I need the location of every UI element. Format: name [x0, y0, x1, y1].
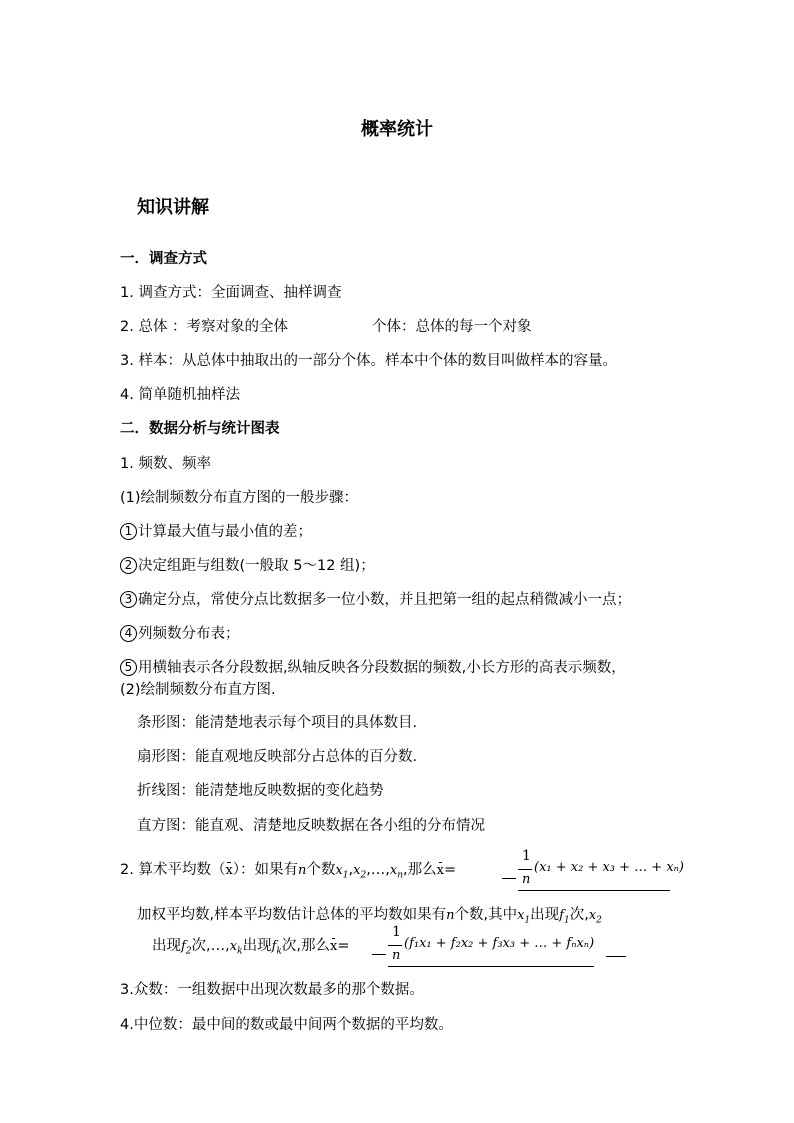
median-item: 4.中位数：最中间的数或最中间两个数据的平均数。 [120, 1017, 453, 1033]
step-text: 计算最大值与最小值的差； [138, 524, 312, 540]
step-text: 确定分点，常使分点比数据多一位小数，并且把第一组的起点稍微减小一点； [138, 592, 631, 608]
count-text: 个数 [306, 862, 336, 878]
sample-item: 3. 样本：从总体中抽取出的一部分个体。样本中个体的数目叫做样本的容量。 [120, 353, 617, 369]
mean-after-text: ）：如果有 [232, 862, 299, 878]
weighted-sum-expression: (f₁x₁ + f₂x₂ + f₃x₃ + … + fₙxₙ) [404, 936, 595, 951]
xbar-eq-symbol: x [437, 861, 444, 881]
step-text: 决定组距与组数(一般取 5～12 组)； [138, 558, 375, 574]
step-3 [120, 590, 631, 610]
xbar-eq-symbol: x [330, 937, 337, 957]
weighted-text: 如果有 [402, 907, 447, 923]
weighted-text: 个数,其中 [454, 907, 518, 923]
weighted-text: 出现 [152, 938, 181, 954]
step-text: 用横轴表示各分段数据,纵轴反映各分段数据的频数,小长方形的高表示频数， [138, 660, 626, 676]
part1-heading: 一．调查方式 [120, 251, 207, 267]
numerator: 1 [392, 924, 401, 940]
weighted-text: 次,…, [191, 938, 230, 954]
bar-chart-desc: 条形图：能清楚地表示每个项目的具体数目. [137, 715, 418, 731]
histogram-desc: 直方图：能直观、清楚地反映数据在各小组的分布情况 [137, 818, 485, 834]
weighted-text: 出现 [242, 938, 272, 954]
step-text: 列频数分布表； [138, 626, 240, 642]
f1-symbol: $f_1$ [559, 908, 570, 926]
section-heading: 知识讲解 [137, 197, 209, 218]
step-number: 2 [120, 557, 137, 574]
mean-label-text: 2. 算术平均数（ [120, 862, 226, 878]
individual-item: 个体：总体的每一个对象 [372, 319, 532, 335]
pie-chart-desc: 扇形图：能直观地反映部分占总体的百分数. [137, 749, 418, 765]
arithmetic-mean-label [120, 860, 456, 886]
blank-underline [372, 954, 386, 955]
fk-symbol: $f_k$ [271, 939, 282, 957]
x2-symbol: $x_2$ [588, 908, 602, 926]
f2-symbol: $f_2$ [181, 939, 192, 957]
fraction-bar [388, 945, 402, 946]
fraction-bar [518, 869, 532, 870]
mode-item: 3.众数：一组数据中出现次数最多的那个数据。 [120, 982, 424, 998]
denominator: n [392, 948, 401, 963]
step-1 [120, 522, 312, 542]
n-symbol: n [446, 908, 455, 923]
random-sampling-item: 4. 简单随机抽样法 [120, 387, 240, 403]
numerator: 1 [522, 848, 531, 864]
histogram-step: (2)绘制频数分布直方图. [120, 682, 276, 698]
denominator: n [522, 872, 531, 887]
weighted-mean-line2 [152, 936, 349, 962]
xbar-symbol: x [225, 861, 232, 881]
trailing-underline [606, 956, 626, 957]
survey-method-item: 1. 调查方式：全面调查、抽样调查 [120, 285, 342, 301]
equals-sign: = [337, 938, 350, 954]
step-number: 4 [120, 625, 137, 642]
answer-underline [388, 966, 594, 967]
part2-heading: 二．数据分析与统计图表 [120, 421, 280, 437]
weighted-text: 次,那么 [281, 938, 330, 954]
answer-underline [518, 890, 670, 891]
xn-symbol: $x_n$ [389, 863, 404, 881]
weighted-formula [388, 924, 628, 970]
line-chart-desc: 折线图：能清楚地反映数据的变化趋势 [137, 783, 384, 799]
step-number: 5 [120, 659, 137, 676]
steps-intro: (1)绘制频数分布直方图的一般步骤： [120, 490, 359, 506]
n-symbol: n [298, 863, 307, 878]
ellipsis: ,…, [366, 862, 390, 878]
step-number: 1 [120, 523, 137, 540]
frequency-item: 1. 频数、频率 [120, 456, 211, 472]
mean-formula [518, 848, 685, 894]
step-number: 3 [120, 591, 137, 608]
population-item: 2. 总体 ：考察对象的全体 [120, 319, 289, 335]
then-text: ,那么 [403, 862, 437, 878]
step-5 [120, 658, 626, 678]
sum-expression: (x₁ + x₂ + x₃ + … + xₙ) [534, 860, 685, 875]
x1-symbol: $x_1$ [517, 908, 531, 926]
sep: , [348, 862, 354, 878]
x1-symbol: $x_1$ [335, 863, 349, 881]
xk-symbol: $x_k$ [229, 939, 243, 957]
equals-sign: = [444, 862, 457, 878]
page-title: 概率统计 [361, 119, 433, 140]
blank-underline [502, 878, 516, 879]
weighted-text: 次, [569, 907, 589, 923]
step-2 [120, 556, 375, 576]
weighted-text: 加权平均数,样本平均数估计总体的平均数 [137, 907, 403, 923]
x2-symbol: $x_2$ [353, 863, 367, 881]
step-4 [120, 624, 240, 644]
weighted-text: 出现 [530, 907, 560, 923]
